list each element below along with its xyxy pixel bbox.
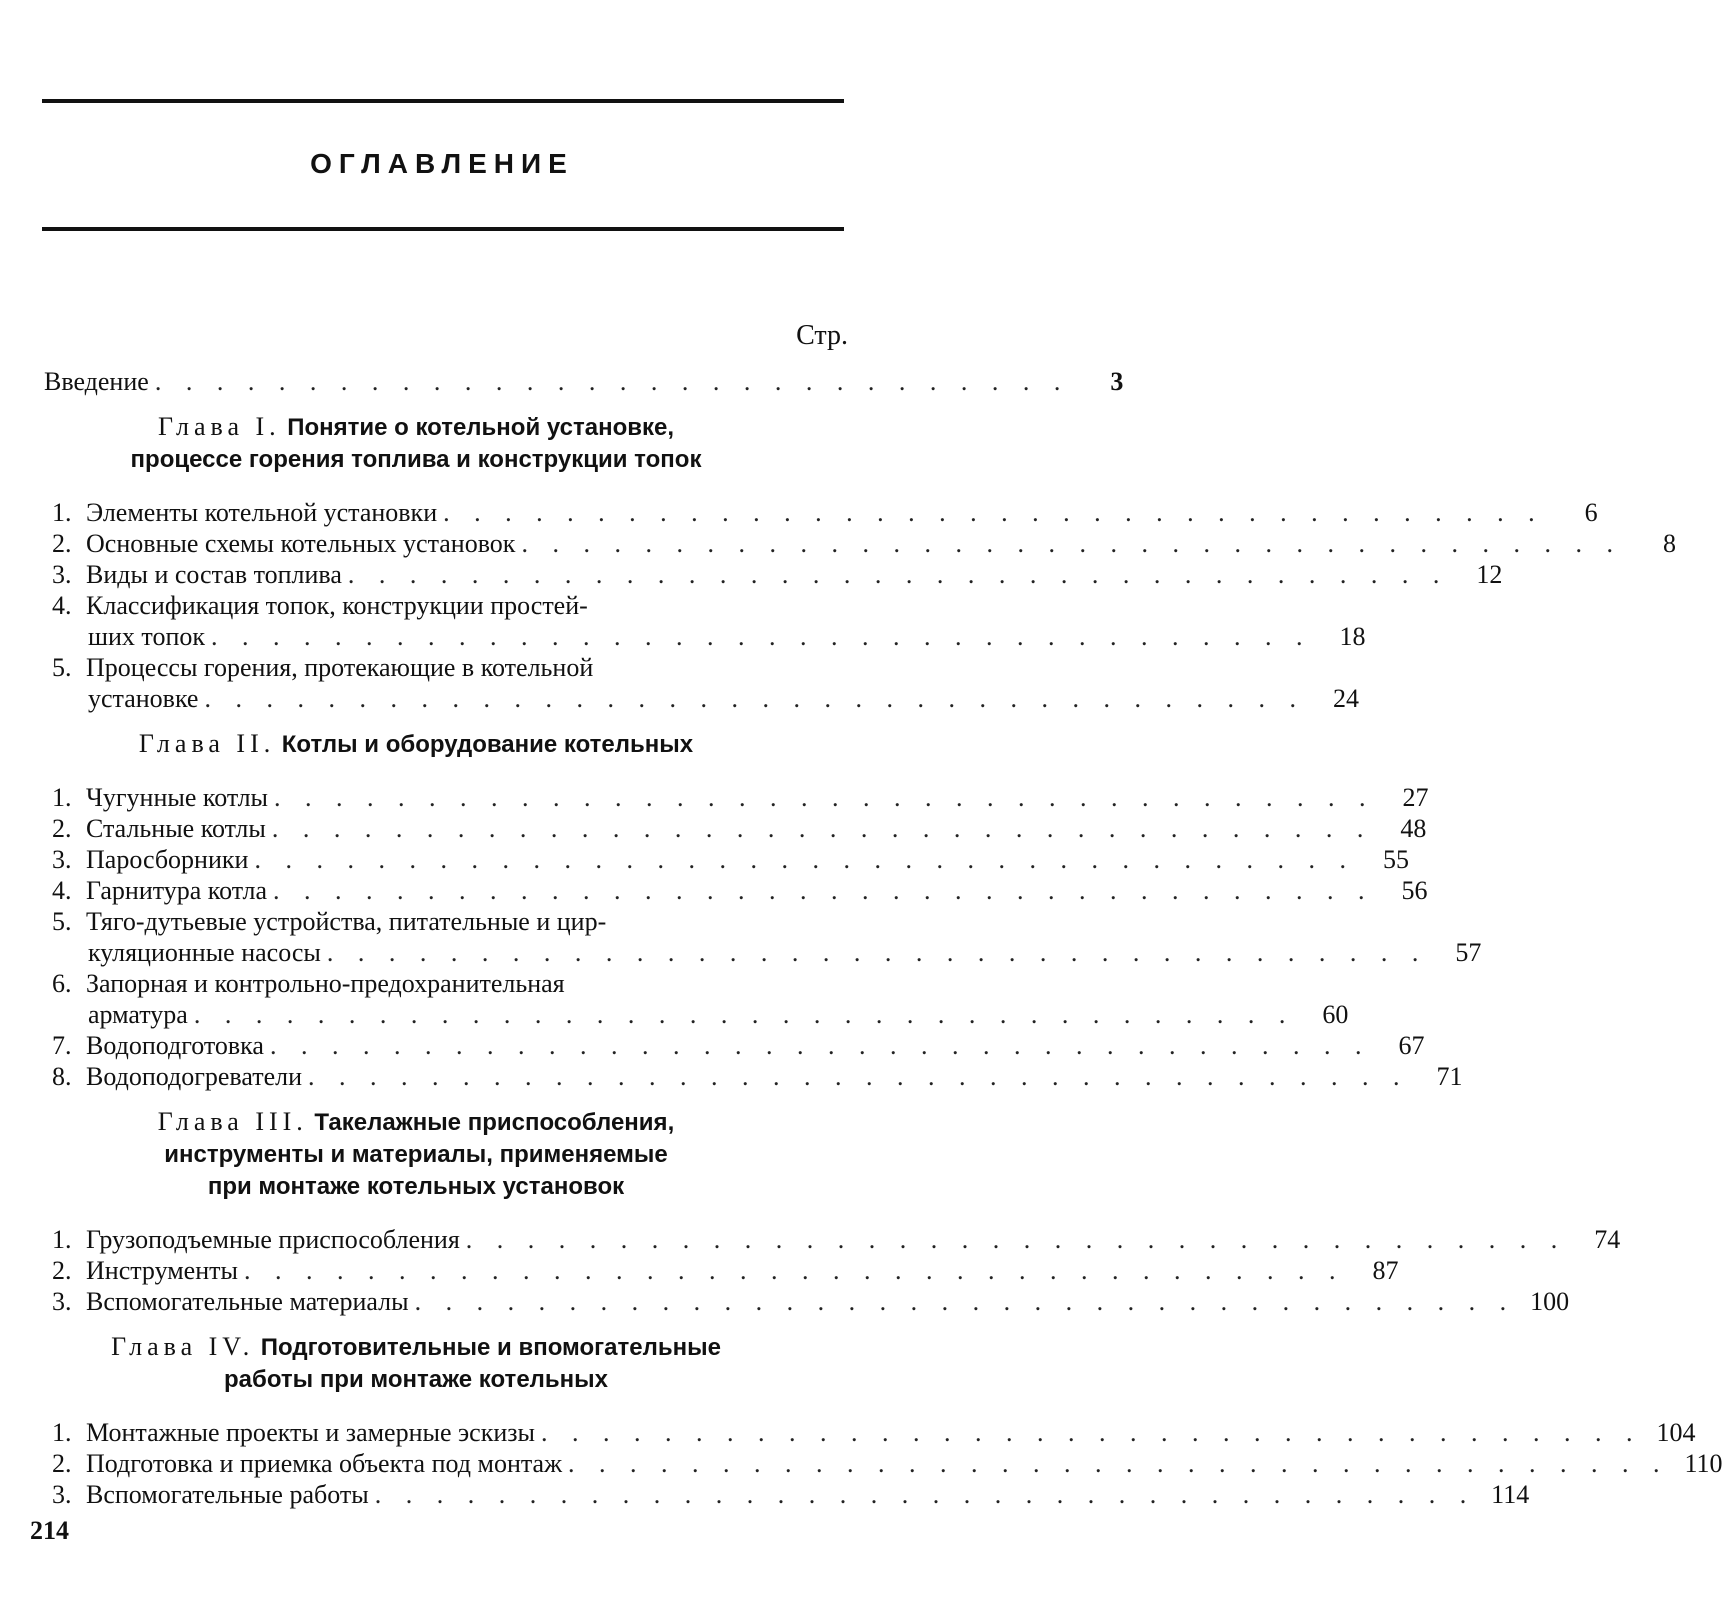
toc-item-page: 12 [1476,560,1503,589]
toc-item-text: Инструменты [86,1256,238,1285]
toc-item-row [44,1417,1696,1448]
toc-item-number: 3. [52,845,72,874]
toc-item-text: Водоподготовка [86,1031,264,1060]
toc-item-label [52,1417,535,1448]
chapter-label: Глава III. [157,1107,308,1136]
chapter-label: Глава IV. [111,1332,255,1361]
top-rule [42,99,844,103]
toc-item-text: Подготовка и приемка объекта под монтаж [86,1449,563,1478]
toc-item-text: Паросборники [86,845,249,874]
toc-item-page: 114 [1491,1480,1530,1509]
dot-leader: . . . . . . . . . . . . . . . . . . . . . . . . . . . . . . . . . . . . [541,1418,1642,1447]
toc-item-row [44,1479,1530,1510]
dot-leader: . . . . . . . . . . . . . . . . . . . . . . . . . . . . . . . . . . . . [326,938,1428,967]
toc-item-row [44,621,1366,652]
toc-item-row [44,813,1427,844]
dot-leader: . . . . . . . . . . . . . . . . . . . . . . . . . . . . . . . . . . . . [465,1225,1567,1254]
title-bottom-rule [42,227,844,231]
dot-leader: . . . . . . . . . . . . . . . . . . . . . . . . . . . . . . . . . . . . [274,783,1375,812]
toc-item-number: 2. [52,1256,72,1285]
toc-item-page: 27 [1402,783,1429,812]
toc-item-row [44,1255,1399,1286]
toc-item-text: Процессы горения, протекающие в котельной [86,653,594,682]
chapter-title-line: Такелажные приспособления, [314,1109,675,1136]
chapter-label: Глава I. [157,412,281,441]
toc-item-text: Стальные котлы [86,814,266,843]
toc-item-number: 3. [52,1287,72,1316]
toc-item-label [88,621,205,652]
toc-item-row [44,937,1482,968]
dot-leader: . . . . . . . . . . . . . . . . . . . . . . . . . . . . . . . . . . . . [443,498,1544,527]
dot-leader: . . . . . . . . . . . . . . . . . . . . . . . . . . . . . . . . . . . . [273,876,1374,905]
chapter-title-line: Понятие о котельной установке, [287,414,675,441]
dot-leader: . . . . . . . . . . . . . . . . . . . . . . . . . . . . . . [154,367,1070,396]
toc-item-text: Чугунные котлы [86,783,269,812]
toc-item-row [44,999,1349,1030]
toc-item-row [44,1224,1621,1255]
chapter-heading [44,728,848,760]
chapter-title-line: Котлы и оборудование котельных [281,731,694,758]
toc-item-number: 8. [52,1062,72,1091]
toc-item-text: арматура [88,1000,188,1029]
toc-item-text: Виды и состав топлива [86,560,342,589]
toc-item-page: 24 [1332,684,1359,713]
toc-item-label [52,1224,460,1255]
toc-item-first-line [44,968,848,999]
toc-item-text: Вспомогательные работы [86,1480,369,1509]
page-title: ОГЛАВЛЕНИЕ [310,148,574,179]
toc-item-row [44,683,1359,714]
toc-item-number: 6. [52,969,72,998]
dot-leader: . . . . . . . . . . . . . . . . . . . . . . . . . . . . . . . . . . . . [204,684,1305,713]
chapter-heading [44,411,848,475]
toc-item-number: 1. [52,1418,72,1447]
toc-item-number: 7. [52,1031,72,1060]
toc-item-text: Водоподогреватели [86,1062,303,1091]
dot-leader: . . . . . . . . . . . . . . . . . . . . . . . . . . . . . . . . . . . . [211,622,1312,651]
dot-leader: . . . . . . . . . . . . . . . . . . . . . . . . . . . . . . . . . . . . [254,845,1355,874]
toc-intro-text: Введение [44,367,149,396]
toc-item-page: 18 [1339,622,1366,651]
toc-item-number: 2. [52,814,72,843]
toc-item-text: Запорная и контрольно-предохранительная [86,969,565,998]
toc-item-row [44,528,1676,559]
toc-item-text: Гарнитура котла [86,876,268,905]
toc-item-label [52,1448,562,1479]
toc-item-row [44,875,1428,906]
toc-item-text: Монтажные проекты и замерные эскизы [86,1418,536,1447]
toc-item-row [44,1061,1463,1092]
toc-item-row [44,782,1429,813]
toc-item-label [52,1255,238,1286]
toc-item-number: 1. [52,1225,72,1254]
toc-item-page: 55 [1382,845,1409,874]
toc-item-label [52,844,248,875]
toc-item-page: 8 [1662,529,1676,558]
toc-item-page: 104 [1656,1418,1696,1447]
toc-item-page: 87 [1372,1256,1399,1285]
toc-item-row [44,1030,1425,1061]
toc-item-first-line [44,906,848,937]
chapter-label: Глава II. [138,729,276,758]
dot-leader: . . . . . . . . . . . . . . . . . . . . . . . . . . . . . . . . . . . . [568,1449,1669,1478]
toc-item-page: 71 [1436,1062,1463,1091]
table-of-contents [44,366,1723,1510]
toc-item-number: 4. [52,591,72,620]
toc-item-label [88,683,198,714]
dot-leader: . . . . . . . . . . . . . . . . . . . . . . . . . . . . . . . . . . . . [269,1031,1371,1060]
toc-item-label [88,937,321,968]
toc-item-text: ших топок [88,622,205,651]
dot-leader: . . . . . . . . . . . . . . . . . . . . . . . . . . . . . . . . . . . . [243,1256,1345,1285]
chapter-title-line: Подготовительные и впомогательные [260,1334,721,1361]
dot-leader: . . . . . . . . . . . . . . . . . . . . . . . . . . . . . . . . . . . . [414,1287,1516,1316]
toc-item-row [44,1286,1570,1317]
chapter-heading [44,1106,848,1202]
toc-item-text: Тяго-дутьевые устройства, питательные и цир- [86,907,607,936]
toc-item-number: 4. [52,876,72,905]
toc-item-number: 2. [52,529,72,558]
toc-item-label [52,1030,264,1061]
toc-item-text: Грузоподъемные приспособления [86,1225,460,1254]
dot-leader: . . . . . . . . . . . . . . . . . . . . . . . . . . . . . . . . . . . . [347,560,1449,589]
chapter-title-line: инструменты и материалы, применяемые [164,1141,668,1168]
dot-leader: . . . . . . . . . . . . . . . . . . . . . . . . . . . . . . . . . . . . [521,529,1622,558]
toc-item-row [44,844,1409,875]
toc-item-page: 67 [1398,1031,1425,1060]
toc-item-label [52,1479,369,1510]
toc-item-page: 57 [1455,938,1482,967]
toc-item-text: куляционные насосы [88,938,321,967]
toc-item-row [44,1448,1723,1479]
toc-item-number: 5. [52,907,72,936]
dot-leader: . . . . . . . . . . . . . . . . . . . . . . . . . . . . . . . . . . . . [193,1000,1295,1029]
toc-item-number: 1. [52,783,72,812]
toc-item-first-line [44,590,848,621]
toc-item-page: 6 [1584,498,1598,527]
toc-item-page: 100 [1530,1287,1570,1316]
toc-item-label [52,813,266,844]
toc-item-label [52,559,342,590]
toc-item-first-line [44,652,848,683]
toc-item-label [52,497,437,528]
toc-item-page: 74 [1594,1225,1621,1254]
dot-leader: . . . . . . . . . . . . . . . . . . . . . . . . . . . . . . . . . . . . [374,1480,1476,1509]
toc-item-row [44,497,1598,528]
toc-item-number: 5. [52,653,72,682]
page-column-label: Стр. [796,320,848,351]
toc-item-label [52,875,267,906]
toc-item-label [52,1061,302,1092]
toc-item-label [88,999,188,1030]
toc-intro-row [44,366,1124,397]
toc-item-text: Классификация топок, конструкции простей- [86,591,588,620]
toc-item-page: 60 [1322,1000,1349,1029]
toc-item-row [44,559,1503,590]
toc-item-number: 3. [52,1480,72,1509]
toc-item-page: 48 [1400,814,1427,843]
toc-item-number: 1. [52,498,72,527]
toc-item-text: Вспомогательные материалы [86,1287,409,1316]
toc-item-text: Основные схемы котельных установок [86,529,516,558]
dot-leader: . . . . . . . . . . . . . . . . . . . . . . . . . . . . . . . . . . . . [308,1062,1409,1091]
toc-item-label [52,528,515,559]
chapter-title-line: работы при монтаже котельных [224,1366,608,1393]
chapter-title-line: процессе горения топлива и конструкции топок [130,446,702,473]
chapter-title-line: при монтаже котельных установок [207,1173,625,1200]
toc-item-number: 2. [52,1449,72,1478]
toc-item-number: 3. [52,560,72,589]
toc-item-text: установке [88,684,199,713]
toc-item-text: Элементы котельной установки [86,498,438,527]
footer-page-number: 214 [30,1516,69,1545]
toc-intro-page: 3 [1110,367,1124,396]
toc-item-page: 56 [1401,876,1428,905]
dot-leader: . . . . . . . . . . . . . . . . . . . . . . . . . . . . . . . . . . . . [271,814,1373,843]
toc-item-label [52,1286,409,1317]
chapter-heading [44,1331,848,1395]
toc-item-label [52,782,268,813]
toc-item-page: 110 [1684,1449,1723,1478]
